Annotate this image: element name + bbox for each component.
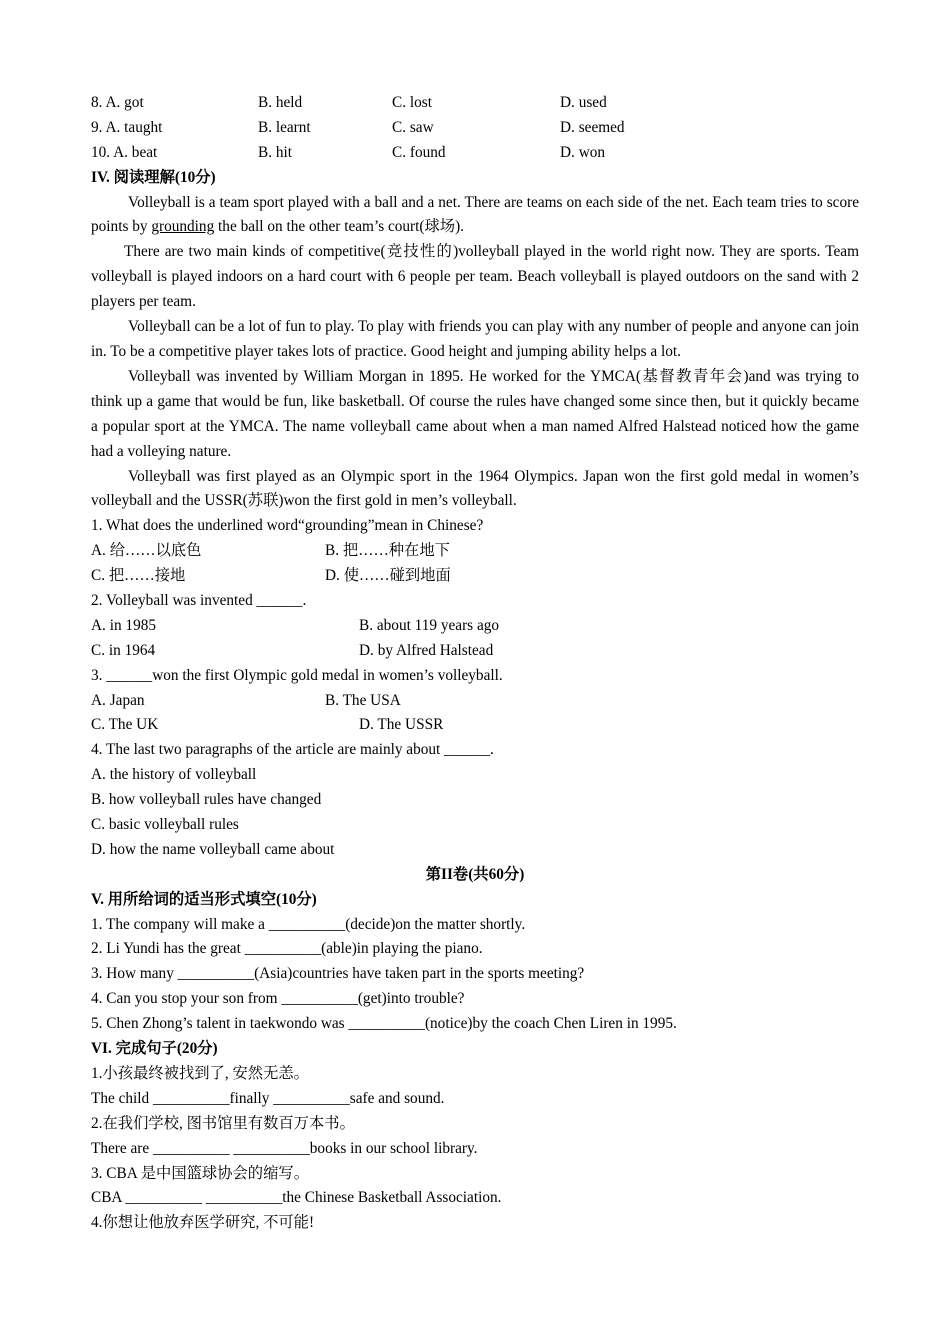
word-form-item: 3. How many __________(Asia)countries have taken part in the sports meeting? — [91, 965, 585, 983]
sentence-prompt: 4.你想让他放弃医学研究, 不可能! — [91, 1214, 315, 1232]
question-3-options — [91, 689, 859, 714]
option-c: C. saw — [392, 118, 434, 136]
cloze-option-row — [91, 116, 859, 141]
part-2-title: 第II卷(共60分) — [425, 865, 525, 883]
option-c: C. lost — [392, 94, 432, 111]
question-1: 1. What does the underlined word“grounding”mean in Chinese? — [91, 517, 484, 535]
option-d: D. seemed — [560, 118, 625, 136]
option-b: B. hit — [258, 143, 292, 161]
option-c: C. The UK — [91, 716, 159, 734]
option-b: B. The USA — [325, 691, 401, 709]
option-b: B. 把……种在地下 — [325, 542, 450, 560]
sentence-blank: The child __________finally __________safe and sound. — [91, 1089, 445, 1107]
sentence-blank: There are __________ __________books in our school library. — [91, 1139, 478, 1157]
question-4: 4. The last two paragraphs of the article are mainly about ______. — [91, 741, 494, 759]
option-d: D. used — [560, 94, 607, 111]
reading-paragraph-4: Volleyball was invented by William Morgan in 1895. He worked for the YMCA(基督教青年会)and was trying to think up a game that would be fun, like basketball. Of course the rules have changed some since then, but it quickly became a popular sport at the YMCA. The name volleyball came about when a man named Alfred Halstead noticed how the game had a volleying nature. — [91, 367, 859, 460]
option-d: D. 使……碰到地面 — [325, 567, 451, 585]
question-2-options — [91, 639, 859, 664]
option-a: 9. A. taught — [91, 118, 163, 136]
cloze-option-row — [91, 141, 859, 166]
question-3-options — [91, 713, 859, 738]
question-3: 3. ______won the first Olympic gold medal in women’s volleyball. — [91, 666, 503, 684]
exam-page — [91, 91, 859, 1236]
option-c: C. basic volleyball rules — [91, 816, 239, 834]
option-b: B. learnt — [258, 118, 311, 136]
word-form-item: 2. Li Yundi has the great __________(able)in playing the piano. — [91, 940, 483, 958]
option-c: C. found — [392, 143, 446, 161]
sentence-prompt: 2.在我们学校, 图书馆里有数百万本书。 — [91, 1114, 355, 1132]
word-form-item: 1. The company will make a __________(decide)on the matter shortly. — [91, 915, 526, 933]
option-a: 8. A. got — [91, 94, 144, 111]
question-1-options — [91, 539, 859, 564]
option-d: D. won — [560, 143, 606, 161]
reading-paragraph-5: Volleyball was first played as an Olympic sport in the 1964 Olympics. Japan won the first gold medal in women’s volleyball and the USSR(苏联)won the first gold in men’s volleyball. — [91, 467, 859, 510]
word-form-item: 4. Can you stop your son from __________(get)into trouble? — [91, 990, 465, 1008]
option-a: 10. A. beat — [91, 143, 158, 161]
option-a: A. Japan — [91, 691, 145, 709]
option-d: D. by Alfred Halstead — [359, 641, 494, 659]
reading-paragraph-1: Volleyball is a team sport played with a ball and a net. There are teams on each side of the net. Each team tries to score points by grounding the ball on the other team’s court(球场). — [91, 193, 859, 236]
reading-paragraph-2: There are two main kinds of competitive(竞技性的)volleyball played in the world right now. They are sports. Team volleyball is played indoors on a hard court with 6 people per team. Beach volleyball is played outdoors on the sand with 2 players per team. — [91, 243, 859, 311]
word-forms-heading: V. 用所给词的适当形式填空(10分) — [91, 890, 317, 908]
option-b: B. about 119 years ago — [359, 616, 500, 634]
option-a: A. 给……以底色 — [91, 542, 202, 560]
option-a: A. in 1985 — [91, 616, 157, 634]
sentence-blank: CBA __________ __________the Chinese Basketball Association. — [91, 1189, 502, 1207]
option-c: C. in 1964 — [91, 641, 156, 659]
sentence-prompt: 1.小孩最终被找到了, 安然无恙。 — [91, 1064, 309, 1082]
sentences-heading: VI. 完成句子(20分) — [91, 1040, 218, 1058]
option-b: B. held — [258, 94, 303, 111]
underlined-word: grounding — [151, 218, 215, 236]
option-d: D. how the name volleyball came about — [91, 840, 335, 858]
reading-heading: IV. 阅读理解(10分) — [91, 168, 216, 186]
option-a: A. the history of volleyball — [91, 766, 257, 784]
option-c: C. 把……接地 — [91, 567, 186, 585]
sentence-prompt: 3. CBA 是中国篮球协会的缩写。 — [91, 1164, 309, 1182]
question-2: 2. Volleyball was invented ______. — [91, 592, 307, 610]
cloze-option-row — [91, 91, 859, 116]
word-form-item: 5. Chen Zhong’s talent in taekwondo was __________(notice)by the coach Chen Liren in 1995. — [91, 1015, 677, 1033]
option-d: D. The USSR — [359, 716, 444, 734]
question-1-options — [91, 564, 859, 589]
question-2-options — [91, 614, 859, 639]
reading-paragraph-3: Volleyball can be a lot of fun to play. To play with friends you can play with any number of people and anyone can join in. To be a competitive player takes lots of practice. Good height and jumping ability helps a lot. — [91, 318, 859, 360]
option-b: B. how volleyball rules have changed — [91, 791, 322, 809]
